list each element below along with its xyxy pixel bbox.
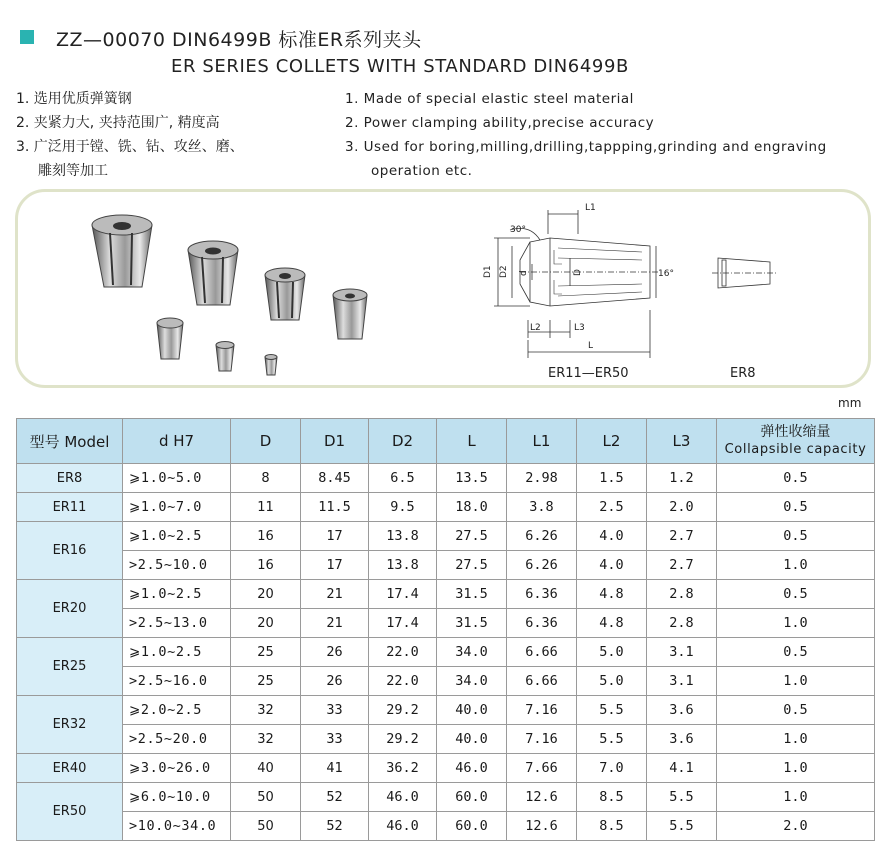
section-marker-icon xyxy=(20,30,34,44)
table-cell: 7.16 xyxy=(507,696,577,725)
table-cell: 41 xyxy=(301,754,369,783)
collet-image xyxy=(188,241,238,305)
collet-image xyxy=(265,355,277,376)
col-header: 型号 Model xyxy=(17,419,123,464)
col-header: L2 xyxy=(577,419,647,464)
table-cell: 16 xyxy=(231,551,301,580)
technical-drawing xyxy=(470,200,790,380)
table-cell: 25 xyxy=(231,638,301,667)
table-cell: 0.5 xyxy=(717,464,875,493)
unit-label: mm xyxy=(838,396,862,410)
model-cell: ER16 xyxy=(17,522,123,580)
table-row xyxy=(17,754,875,783)
table-cell: 5.5 xyxy=(577,696,647,725)
table-cell: 8 xyxy=(231,464,301,493)
table-cell: 20 xyxy=(231,580,301,609)
col-header: D1 xyxy=(301,419,369,464)
table-cell: 1.2 xyxy=(647,464,717,493)
dim-l3-label: L3 xyxy=(574,323,585,333)
table-cell: 31.5 xyxy=(437,580,507,609)
features-en xyxy=(345,87,865,183)
table-cell: 26 xyxy=(301,667,369,696)
table-cell: 17 xyxy=(301,522,369,551)
table-cell: 36.2 xyxy=(369,754,437,783)
er8-drawing xyxy=(712,258,776,288)
table-cell: 40.0 xyxy=(437,725,507,754)
table-cell: 34.0 xyxy=(437,638,507,667)
table-cell: 21 xyxy=(301,580,369,609)
table-cell: 52 xyxy=(301,783,369,812)
feature-cn-item: 1. 选用优质弹簧钢 xyxy=(16,91,132,107)
col-header: D xyxy=(231,419,301,464)
table-cell: ⩾1.0~7.0 xyxy=(123,493,231,522)
table-cell: >2.5~10.0 xyxy=(123,551,231,580)
table-cell: 6.36 xyxy=(507,609,577,638)
table-cell: 6.66 xyxy=(507,667,577,696)
table-cell: 20 xyxy=(231,609,301,638)
table-cell: ⩾6.0~10.0 xyxy=(123,783,231,812)
dim-d2-label: D2 xyxy=(499,265,509,278)
angle-30-label: 30° xyxy=(510,225,526,235)
table-cell: 22.0 xyxy=(369,638,437,667)
table-cell: ⩾1.0~5.0 xyxy=(123,464,231,493)
model-cell: ER11 xyxy=(17,493,123,522)
col-header: L3 xyxy=(647,419,717,464)
col-header: d H7 xyxy=(123,419,231,464)
table-cell: 4.8 xyxy=(577,580,647,609)
table-cell: ⩾1.0~2.5 xyxy=(123,638,231,667)
table-row xyxy=(17,783,875,812)
table-cell: 8.45 xyxy=(301,464,369,493)
table-cell: >2.5~13.0 xyxy=(123,609,231,638)
table-cell: 22.0 xyxy=(369,667,437,696)
table-body xyxy=(17,464,875,841)
table-cell: 1.0 xyxy=(717,551,875,580)
table-cell: 1.0 xyxy=(717,754,875,783)
table-cell: 46.0 xyxy=(369,783,437,812)
table-cell: 2.0 xyxy=(717,812,875,841)
table-cell: 3.8 xyxy=(507,493,577,522)
page-subtitle: ER SERIES COLLETS WITH STANDARD DIN6499B xyxy=(171,56,629,77)
dim-D-label: D xyxy=(573,269,583,276)
table-cell: >10.0~34.0 xyxy=(123,812,231,841)
table-cell: 26 xyxy=(301,638,369,667)
table-cell: 5.5 xyxy=(647,783,717,812)
table-cell: 1.0 xyxy=(717,725,875,754)
table-cell: 17.4 xyxy=(369,580,437,609)
table-cell: 27.5 xyxy=(437,551,507,580)
table-cell: 34.0 xyxy=(437,667,507,696)
table-cell: 5.0 xyxy=(577,638,647,667)
table-cell: 1.5 xyxy=(577,464,647,493)
drawing-caption-er8: ER8 xyxy=(730,366,756,381)
table-row xyxy=(17,493,875,522)
table-row xyxy=(17,609,875,638)
model-cell: ER32 xyxy=(17,696,123,754)
table-cell: 50 xyxy=(231,783,301,812)
table-cell: 33 xyxy=(301,725,369,754)
table-cell: 52 xyxy=(301,812,369,841)
model-cell: ER40 xyxy=(17,754,123,783)
table-cell: 60.0 xyxy=(437,783,507,812)
table-cell: >2.5~16.0 xyxy=(123,667,231,696)
collet-image xyxy=(216,342,234,372)
table-cell: ⩾3.0~26.0 xyxy=(123,754,231,783)
table-cell: 17 xyxy=(301,551,369,580)
drawing-caption-er11-er50: ER11—ER50 xyxy=(548,366,629,381)
table-cell: 60.0 xyxy=(437,812,507,841)
table-cell: 4.1 xyxy=(647,754,717,783)
table-cell: 8.5 xyxy=(577,812,647,841)
table-cell: 3.6 xyxy=(647,725,717,754)
features-cn xyxy=(16,87,336,183)
table-cell: 13.5 xyxy=(437,464,507,493)
table-cell: 0.5 xyxy=(717,522,875,551)
table-cell: 2.0 xyxy=(647,493,717,522)
angle-16-label: 16° xyxy=(658,269,674,279)
table-cell: 3.1 xyxy=(647,667,717,696)
table-cell: 12.6 xyxy=(507,812,577,841)
table-cell: 6.26 xyxy=(507,551,577,580)
table-cell: 0.5 xyxy=(717,580,875,609)
table-cell: 0.5 xyxy=(717,696,875,725)
col-header: D2 xyxy=(369,419,437,464)
table-cell: 40 xyxy=(231,754,301,783)
table-row xyxy=(17,580,875,609)
collet-image xyxy=(333,289,367,339)
table-cell: 50 xyxy=(231,812,301,841)
model-cell: ER25 xyxy=(17,638,123,696)
table-cell: 4.8 xyxy=(577,609,647,638)
dim-l-label: L xyxy=(588,341,594,351)
table-cell: 6.36 xyxy=(507,580,577,609)
table-cell: 18.0 xyxy=(437,493,507,522)
feature-en-item: 2. Power clamping ability,precise accuracy xyxy=(345,115,655,131)
table-cell: ⩾2.0~2.5 xyxy=(123,696,231,725)
table-cell: 6.66 xyxy=(507,638,577,667)
table-cell: 5.5 xyxy=(647,812,717,841)
collet-photos-image xyxy=(80,205,380,385)
table-cell: 2.98 xyxy=(507,464,577,493)
collet-image xyxy=(92,215,152,287)
table-cell: 17.4 xyxy=(369,609,437,638)
table-row xyxy=(17,667,875,696)
table-cell: 7.0 xyxy=(577,754,647,783)
table-cell: 29.2 xyxy=(369,725,437,754)
capacity-en: Collapsible capacity xyxy=(724,442,867,457)
table-cell: 21 xyxy=(301,609,369,638)
table-cell: 1.0 xyxy=(717,667,875,696)
table-cell: 33 xyxy=(301,696,369,725)
table-cell: 5.5 xyxy=(577,725,647,754)
table-cell: >2.5~20.0 xyxy=(123,725,231,754)
table-row xyxy=(17,638,875,667)
table-cell: 31.5 xyxy=(437,609,507,638)
table-cell: 16 xyxy=(231,522,301,551)
col-header-capacity xyxy=(717,419,875,464)
table-cell: 27.5 xyxy=(437,522,507,551)
table-cell: 32 xyxy=(231,696,301,725)
table-cell: 7.66 xyxy=(507,754,577,783)
feature-en-item: 1. Made of special elastic steel material xyxy=(345,91,634,107)
table-cell: 3.6 xyxy=(647,696,717,725)
table-row xyxy=(17,464,875,493)
capacity-cn: 弹性收缩量 xyxy=(760,424,831,440)
model-cell: ER8 xyxy=(17,464,123,493)
table-cell: 13.8 xyxy=(369,551,437,580)
collet-image xyxy=(265,268,305,320)
table-cell: 13.8 xyxy=(369,522,437,551)
table-cell: 29.2 xyxy=(369,696,437,725)
table-row xyxy=(17,522,875,551)
table-cell: 4.0 xyxy=(577,551,647,580)
spec-table xyxy=(16,418,875,841)
table-cell: 46.0 xyxy=(437,754,507,783)
dim-d1-label: D1 xyxy=(483,265,493,278)
page-title: ZZ—00070 DIN6499B 标准ER系列夹头 xyxy=(56,29,422,51)
dim-l2-label: L2 xyxy=(530,323,541,333)
table-cell: 1.0 xyxy=(717,783,875,812)
dim-d-label: d xyxy=(519,270,529,276)
table-cell: 0.5 xyxy=(717,493,875,522)
table-row xyxy=(17,551,875,580)
table-cell: 11.5 xyxy=(301,493,369,522)
table-cell: 2.7 xyxy=(647,522,717,551)
table-row xyxy=(17,725,875,754)
table-cell: 6.5 xyxy=(369,464,437,493)
table-cell: 4.0 xyxy=(577,522,647,551)
dim-l1-label: L1 xyxy=(585,203,596,213)
table-cell: 2.8 xyxy=(647,609,717,638)
table-cell: 8.5 xyxy=(577,783,647,812)
feature-cn-item: 雕刻等加工 xyxy=(38,163,108,179)
table-cell: 1.0 xyxy=(717,609,875,638)
table-cell: 40.0 xyxy=(437,696,507,725)
table-row xyxy=(17,812,875,841)
col-header: L xyxy=(437,419,507,464)
table-cell: ⩾1.0~2.5 xyxy=(123,522,231,551)
table-cell: 2.5 xyxy=(577,493,647,522)
col-header: L1 xyxy=(507,419,577,464)
table-cell: 46.0 xyxy=(369,812,437,841)
table-cell: 3.1 xyxy=(647,638,717,667)
table-cell: 0.5 xyxy=(717,638,875,667)
table-cell: 25 xyxy=(231,667,301,696)
model-cell: ER50 xyxy=(17,783,123,841)
table-cell: 32 xyxy=(231,725,301,754)
table-cell: ⩾1.0~2.5 xyxy=(123,580,231,609)
table-row xyxy=(17,696,875,725)
table-cell: 5.0 xyxy=(577,667,647,696)
table-cell: 9.5 xyxy=(369,493,437,522)
table-cell: 11 xyxy=(231,493,301,522)
table-cell: 7.16 xyxy=(507,725,577,754)
collet-image xyxy=(157,318,183,359)
feature-en-item: operation etc. xyxy=(371,163,473,179)
feature-cn-item: 3. 广泛用于镗、铣、钻、攻丝、磨、 xyxy=(16,139,244,155)
model-cell: ER20 xyxy=(17,580,123,638)
feature-cn-item: 2. 夹紧力大, 夹持范围广, 精度高 xyxy=(16,115,220,131)
feature-en-item: 3. Used for boring,milling,drilling,tappping,grinding and engraving xyxy=(345,139,827,155)
table-cell: 2.7 xyxy=(647,551,717,580)
table-header-row xyxy=(17,419,875,464)
table-cell: 12.6 xyxy=(507,783,577,812)
table-cell: 2.8 xyxy=(647,580,717,609)
table-cell: 6.26 xyxy=(507,522,577,551)
